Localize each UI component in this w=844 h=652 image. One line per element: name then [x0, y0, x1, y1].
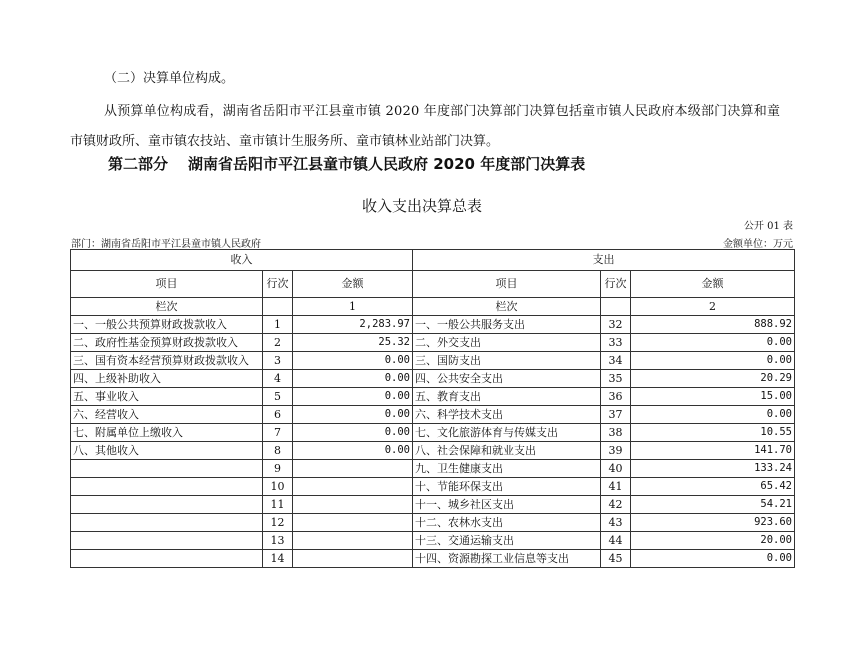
part-name: 湖南省岳阳市平江县童市镇人民政府 2020 年度部门决算表 — [188, 155, 586, 173]
expense-amount: 20.00 — [631, 532, 795, 550]
expense-item: 九、卫生健康支出 — [413, 460, 601, 478]
income-expense-table — [70, 249, 795, 568]
table-row — [71, 406, 795, 424]
expense-column-label: 栏次 — [413, 298, 601, 316]
expense-item: 十一、城乡社区支出 — [413, 496, 601, 514]
income-item: 四、上级补助收入 — [71, 370, 263, 388]
expense-item: 五、教育支出 — [413, 388, 601, 406]
income-row-number: 2 — [263, 334, 293, 352]
table-row — [71, 442, 795, 460]
income-item: 五、事业收入 — [71, 388, 263, 406]
expense-item: 十、节能环保支出 — [413, 478, 601, 496]
table-row — [71, 352, 795, 370]
income-row-number: 11 — [263, 496, 293, 514]
expense-item: 二、外交支出 — [413, 334, 601, 352]
income-row-number: 7 — [263, 424, 293, 442]
expense-amount: 133.24 — [631, 460, 795, 478]
income-row-number: 10 — [263, 478, 293, 496]
income-row-number: 6 — [263, 406, 293, 424]
income-item: 二、政府性基金预算财政拨款收入 — [71, 334, 263, 352]
income-amount: 0.00 — [293, 442, 413, 460]
expense-amount: 0.00 — [631, 352, 795, 370]
income-item: 一、一般公共预算财政拨款收入 — [71, 316, 263, 334]
income-amount — [293, 550, 413, 568]
income-amount — [293, 532, 413, 550]
expense-header: 支出 — [413, 250, 795, 271]
expense-amount: 923.60 — [631, 514, 795, 532]
table-header-row — [71, 250, 795, 271]
expense-item: 一、一般公共服务支出 — [413, 316, 601, 334]
expense-amount: 65.42 — [631, 478, 795, 496]
expense-item: 十三、交通运输支出 — [413, 532, 601, 550]
intro-paragraph-line-2: 市镇财政所、童市镇农技站、童市镇计生服务所、童市镇林业站部门决算。 — [70, 134, 500, 149]
income-amount: 0.00 — [293, 370, 413, 388]
table-subheader-row — [71, 271, 795, 298]
income-amount — [293, 478, 413, 496]
income-amount — [293, 460, 413, 478]
income-row-number: 12 — [263, 514, 293, 532]
income-item: 八、其他收入 — [71, 442, 263, 460]
income-row-number: 3 — [263, 352, 293, 370]
income-amount: 2,283.97 — [293, 316, 413, 334]
table-row — [71, 496, 795, 514]
income-item-header: 项目 — [71, 271, 263, 298]
table-row — [71, 424, 795, 442]
intro-paragraph-line-1: 从预算单位构成看，湖南省岳阳市平江县童市镇 2020 年度部门决算部门决算包括童市镇人民政府本级部门决算和童 — [104, 104, 781, 119]
income-amount: 0.00 — [293, 352, 413, 370]
expense-row-number: 34 — [601, 352, 631, 370]
expense-amount-header: 金额 — [631, 271, 795, 298]
income-amount: 0.00 — [293, 388, 413, 406]
expense-amount: 20.29 — [631, 370, 795, 388]
income-amount: 0.00 — [293, 406, 413, 424]
income-item: 七、附属单位上缴收入 — [71, 424, 263, 442]
department-label: 部门：湖南省岳阳市平江县童市镇人民政府 — [71, 239, 261, 250]
income-amount: 0.00 — [293, 424, 413, 442]
expense-amount: 15.00 — [631, 388, 795, 406]
income-amount: 25.32 — [293, 334, 413, 352]
table-row — [71, 316, 795, 334]
expense-column-number: 2 — [631, 298, 795, 316]
expense-item-header: 项目 — [413, 271, 601, 298]
expense-item: 四、公共安全支出 — [413, 370, 601, 388]
table-row — [71, 370, 795, 388]
income-row-number: 1 — [263, 316, 293, 334]
expense-item: 七、文化旅游体育与传媒支出 — [413, 424, 601, 442]
expense-row-number: 36 — [601, 388, 631, 406]
income-item: 三、国有资本经营预算财政拨款收入 — [71, 352, 263, 370]
income-row-header: 行次 — [263, 271, 293, 298]
expense-amount: 141.70 — [631, 442, 795, 460]
expense-row-number: 38 — [601, 424, 631, 442]
table-title: 收入支出决算总表 — [361, 197, 482, 215]
expense-row-number: 44 — [601, 532, 631, 550]
expense-item: 三、国防支出 — [413, 352, 601, 370]
income-item — [71, 550, 263, 568]
expense-row-number: 35 — [601, 370, 631, 388]
expense-row-header: 行次 — [601, 271, 631, 298]
part-label: 第二部分 — [108, 155, 169, 173]
income-item: 六、经营收入 — [71, 406, 263, 424]
expense-amount: 54.21 — [631, 496, 795, 514]
expense-row-number: 41 — [601, 478, 631, 496]
expense-amount: 0.00 — [631, 334, 795, 352]
table-row — [71, 388, 795, 406]
expense-row-number: 39 — [601, 442, 631, 460]
part-title — [108, 153, 585, 174]
expense-row-number: 45 — [601, 550, 631, 568]
expense-amount: 0.00 — [631, 550, 795, 568]
table-row — [71, 514, 795, 532]
expense-row-number: 40 — [601, 460, 631, 478]
income-column-number: 1 — [293, 298, 413, 316]
income-item — [71, 514, 263, 532]
income-item — [71, 532, 263, 550]
income-row-number: 9 — [263, 460, 293, 478]
expense-item: 八、社会保障和就业支出 — [413, 442, 601, 460]
income-row-number: 13 — [263, 532, 293, 550]
income-item — [71, 460, 263, 478]
income-amount-header: 金额 — [293, 271, 413, 298]
income-amount — [293, 496, 413, 514]
table-row — [71, 334, 795, 352]
table-row — [71, 460, 795, 478]
income-row-number: 14 — [263, 550, 293, 568]
expense-amount: 10.55 — [631, 424, 795, 442]
table-row — [71, 478, 795, 496]
expense-row-number: 37 — [601, 406, 631, 424]
income-row-number: 4 — [263, 370, 293, 388]
income-header: 收入 — [71, 250, 413, 271]
expense-row-number: 42 — [601, 496, 631, 514]
expense-item: 六、科学技术支出 — [413, 406, 601, 424]
column-index-row — [71, 298, 795, 316]
income-column-label: 栏次 — [71, 298, 263, 316]
table-row — [71, 532, 795, 550]
table-row — [71, 550, 795, 568]
expense-row-number: 32 — [601, 316, 631, 334]
income-item — [71, 496, 263, 514]
income-row-number: 8 — [263, 442, 293, 460]
expense-amount: 0.00 — [631, 406, 795, 424]
section-heading: （二）决算单位构成。 — [104, 71, 235, 86]
expense-item: 十二、农林水支出 — [413, 514, 601, 532]
income-amount — [293, 514, 413, 532]
expense-row-number: 43 — [601, 514, 631, 532]
table-code: 公开 01 表 — [743, 221, 793, 232]
income-row-number: 5 — [263, 388, 293, 406]
unit-label: 金额单位：万元 — [723, 239, 793, 250]
income-item — [71, 478, 263, 496]
expense-amount: 888.92 — [631, 316, 795, 334]
expense-row-number: 33 — [601, 334, 631, 352]
expense-item: 十四、资源勘探工业信息等支出 — [413, 550, 601, 568]
